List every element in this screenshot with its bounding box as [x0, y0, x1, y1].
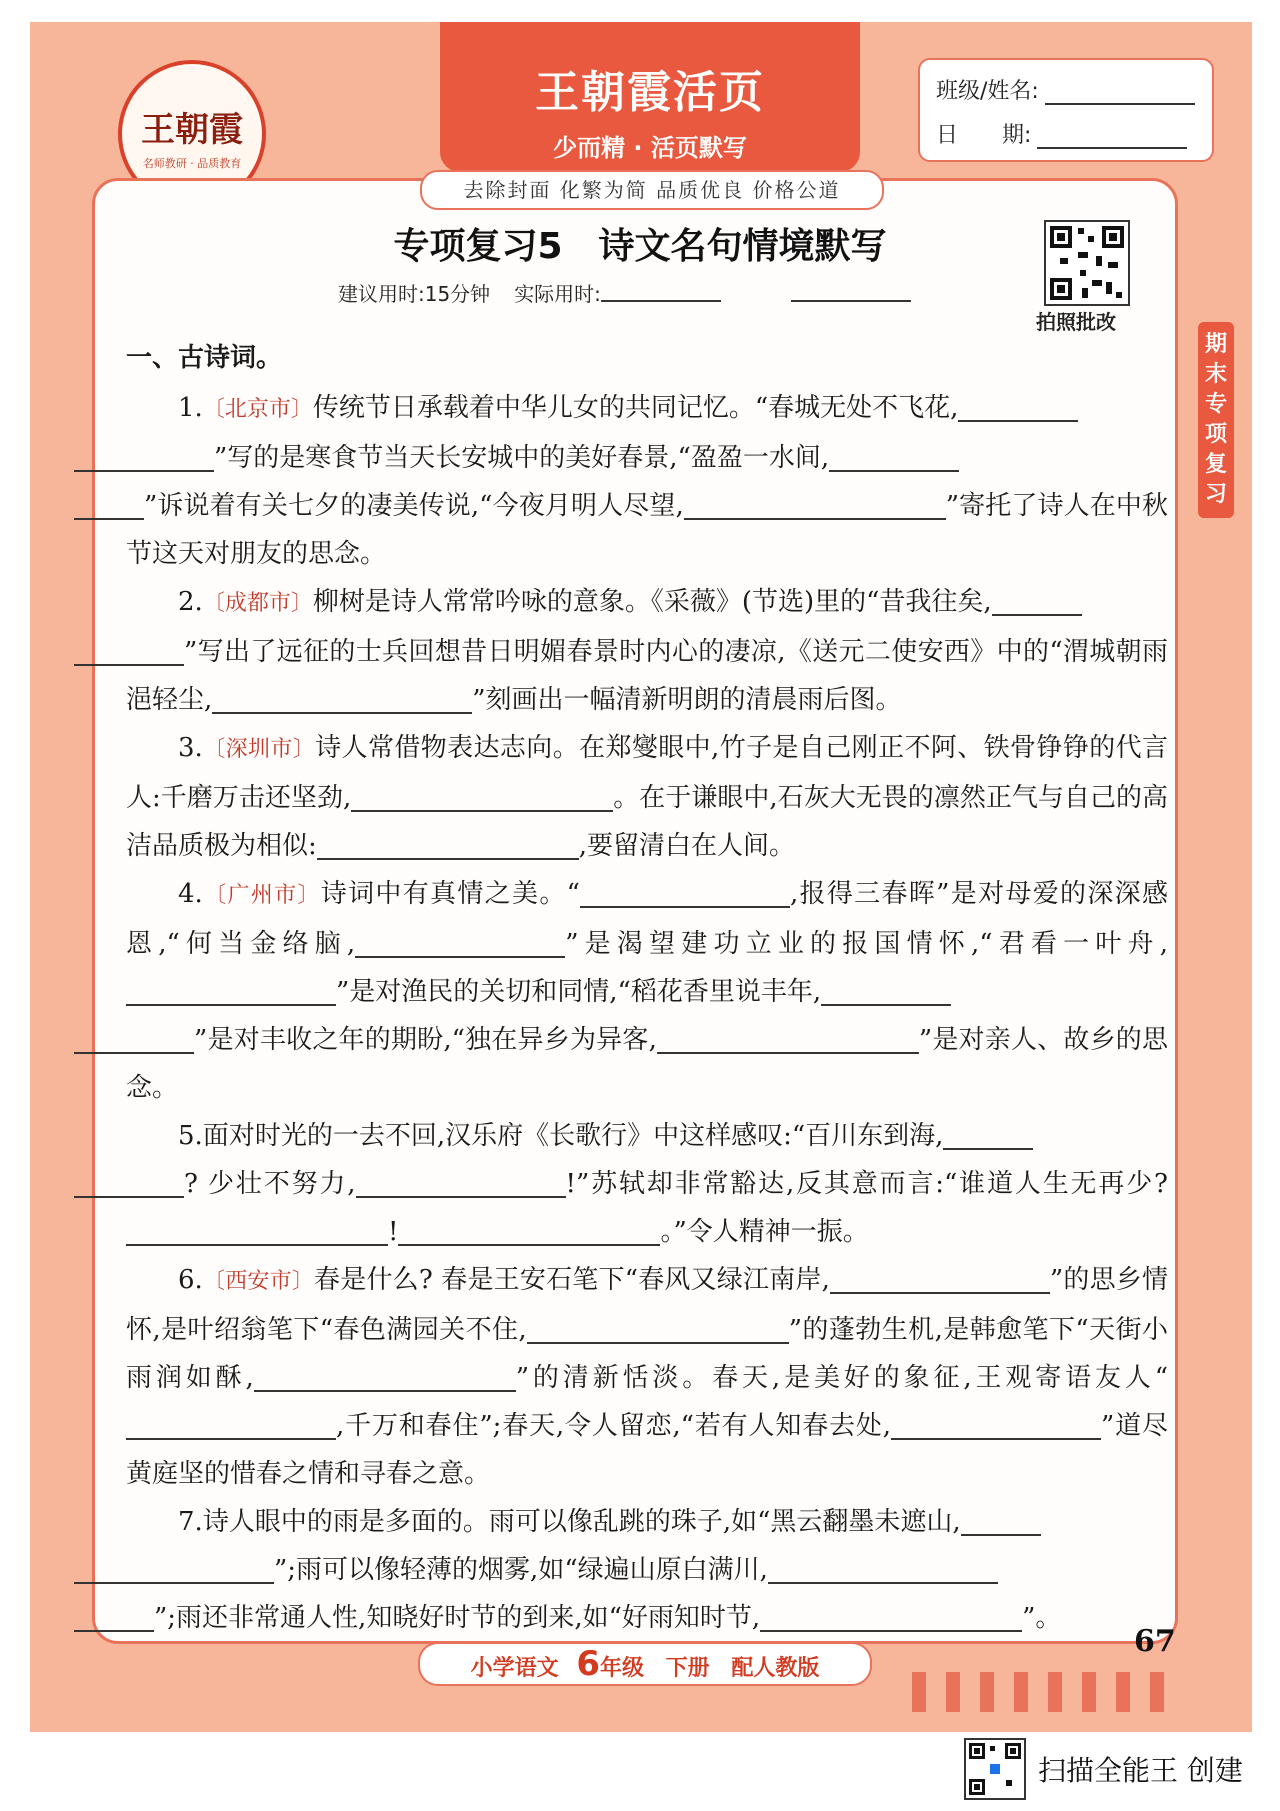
page-title: 专项复习5 诗文名句情境默写	[393, 226, 887, 267]
answer-blank[interactable]	[74, 634, 184, 666]
question-text: ”;雨可以像轻薄的烟雾,如“绿遍山原白满川,	[274, 1555, 768, 1585]
footer-badge	[418, 1642, 872, 1686]
suggested-time: 建议用时:15分钟	[338, 282, 491, 306]
question-6	[126, 1256, 1168, 1498]
qr-code-icon[interactable]	[1044, 220, 1130, 306]
answer-blank[interactable]	[943, 1118, 1033, 1150]
answer-blank[interactable]	[684, 488, 946, 520]
side-tab-text: 期末专项复习	[1204, 332, 1227, 507]
brand-title: 王朝霞活页	[535, 67, 765, 118]
decorative-stripe	[912, 1672, 926, 1712]
decorative-stripe	[1150, 1672, 1164, 1712]
question-text: ? 少壮不努力,	[184, 1169, 356, 1199]
answer-blank[interactable]	[126, 1408, 336, 1440]
answer-blank[interactable]	[891, 1408, 1101, 1440]
decorative-stripe	[1116, 1672, 1130, 1712]
answer-blank[interactable]	[961, 1504, 1041, 1536]
answer-blank[interactable]	[356, 1166, 566, 1198]
answer-blank[interactable]	[355, 926, 565, 958]
question-3	[126, 724, 1168, 870]
question-text: ”是对亲人、故乡的思念。	[126, 1025, 1168, 1103]
decorative-stripe	[1014, 1672, 1028, 1712]
footer-subject: 小学语文	[470, 1656, 559, 1681]
logo-text: 王朝霞	[141, 110, 243, 150]
answer-blank[interactable]	[958, 390, 1078, 422]
question-number: 3.	[178, 733, 203, 763]
question-text: !”苏轼却非常豁达,反其意而言:“谁道人生无再少?	[565, 1169, 1168, 1199]
page-number: 67	[1134, 1624, 1176, 1659]
footer-grade-number: 6	[576, 1644, 600, 1684]
answer-blank[interactable]	[351, 780, 613, 812]
slogan: 去除封面 化繁为简 品质优良 价格公道	[420, 170, 884, 210]
answer-blank[interactable]	[317, 828, 579, 860]
answer-blank[interactable]	[126, 1214, 388, 1246]
logo-subtext: 名师教研 · 品质教育	[142, 157, 242, 170]
class-name-field[interactable]	[1045, 81, 1195, 105]
answer-blank[interactable]	[74, 1600, 154, 1632]
answer-blank[interactable]	[821, 974, 951, 1006]
answer-blank[interactable]	[74, 1552, 274, 1584]
time-row	[338, 278, 911, 307]
answer-blank[interactable]	[254, 1360, 516, 1392]
question-text: ,千万和春住”;春天,令人留恋,“若有人知春去处,	[336, 1411, 892, 1441]
question-4	[126, 870, 1168, 1112]
class-name-label: 班级/姓名:	[936, 79, 1039, 104]
question-7	[126, 1498, 1168, 1642]
brand-banner	[440, 22, 860, 172]
scanner-watermark	[964, 1738, 1243, 1800]
question-text: 柳树是诗人常常吟咏的意象。《采薇》(节选)里的“昔我往矣,	[312, 587, 992, 617]
question-text: 传统节日承载着中华儿女的共同记忆。“春城无处不飞花,	[312, 393, 959, 423]
region-tag: 〔成都市〕	[202, 591, 313, 616]
answer-blank[interactable]	[657, 1022, 919, 1054]
answer-blank[interactable]	[212, 682, 472, 714]
question-text: !	[388, 1217, 399, 1247]
question-text: ”道尽黄庭坚的惜春之情和寻春之意。	[126, 1411, 1168, 1489]
section-title: 一、古诗词。	[126, 343, 283, 373]
answer-blank[interactable]	[992, 584, 1082, 616]
question-text: 春是什么? 春是王安石笔下“春风又绿江南岸,	[314, 1265, 830, 1295]
answer-blank[interactable]	[74, 1166, 184, 1198]
region-tag: 〔北京市〕	[202, 397, 313, 422]
question-text: ”。	[1022, 1603, 1062, 1633]
footer-edition: 配人教版	[731, 1656, 820, 1681]
question-number: 1.	[178, 393, 203, 423]
answer-blank[interactable]	[768, 1552, 998, 1584]
question-text: 面对时光的一去不回,汉乐府《长歌行》中这样感叹:“百川东到海,	[202, 1121, 944, 1151]
qr-label: 拍照批改	[1036, 310, 1116, 334]
region-tag: 〔广州市〕	[202, 883, 321, 908]
date-row	[936, 118, 1187, 149]
question-text: ,报得三春晖”是对母爱的深深感恩,“何当金络脑,	[126, 879, 1168, 959]
question-number: 4.	[178, 879, 203, 909]
question-text: 诗词中有真情之美。“	[320, 879, 580, 909]
question-text: 诗人眼中的雨是多面的。雨可以像乱跳的珠子,如“黑云翻墨未遮山,	[202, 1507, 961, 1537]
student-info-box	[918, 58, 1214, 162]
question-number: 6.	[178, 1265, 203, 1295]
question-text: ”写出了远征的士兵回想昔日明媚春景时内心的凄凉,《送元二使安西》中的“渭城朝雨浥轻尘,	[126, 637, 1168, 715]
decorative-stripe	[946, 1672, 960, 1712]
region-tag: 〔西安市〕	[202, 1269, 315, 1294]
answer-blank[interactable]	[829, 440, 959, 472]
question-text: ”是对丰收之年的期盼,“独在异乡为异客,	[194, 1025, 657, 1055]
answer-blank[interactable]	[527, 1312, 789, 1344]
region-tag: 〔深圳市〕	[202, 737, 316, 762]
actual-time-label: 实际用时:	[514, 282, 601, 306]
date-field[interactable]	[1037, 125, 1187, 149]
brand-subtitle: 少而精 · 活页默写	[553, 134, 747, 162]
answer-blank[interactable]	[830, 1262, 1050, 1294]
answer-blank[interactable]	[74, 488, 144, 520]
question-number: 2.	[178, 587, 203, 617]
question-text: ”寄托了诗人在中秋节这天对朋友的思念。	[126, 491, 1168, 569]
question-text: ”的思乡情怀,是叶绍翁笔下“春色满园关不住,	[126, 1265, 1168, 1345]
decorative-stripe	[1082, 1672, 1096, 1712]
date-label: 日 期:	[936, 123, 1032, 148]
question-text: ”诉说着有关七夕的凄美传说,“今夜月明人尽望,	[144, 491, 684, 521]
answer-blank[interactable]	[760, 1600, 1022, 1632]
question-text: ,要留清白在人间。	[578, 831, 796, 861]
decorative-stripe	[980, 1672, 994, 1712]
decorative-stripe	[1048, 1672, 1062, 1712]
question-text: 诗人常借物表达志向。在郑燮眼中,竹子是自己刚正不阿、铁骨铮铮的代言人:千磨万击还坚劲,	[126, 733, 1168, 813]
footer-grade: 年级	[599, 1656, 644, 1681]
question-number: 7.	[178, 1507, 203, 1537]
question-text: ”是对渔民的关切和同情,“稻花香里说丰年,	[336, 977, 822, 1007]
question-text: ”刻画出一幅清新明朗的清晨雨后图。	[472, 685, 902, 715]
class-name-row	[936, 74, 1195, 105]
footer-volume: 下册	[665, 1656, 710, 1681]
question-text: ”的蓬勃生机,是韩愈笔下“天街小雨润如酥,	[126, 1315, 1168, 1393]
answer-blank[interactable]	[398, 1214, 660, 1246]
question-number: 5.	[178, 1121, 203, 1151]
side-tab	[1198, 322, 1234, 518]
question-text: 。”令人精神一振。	[660, 1217, 869, 1247]
question-text: ”写的是寒食节当天长安城中的美好春景,“盈盈一水间,	[214, 443, 830, 473]
question-2	[126, 578, 1168, 724]
answer-blank[interactable]	[74, 1022, 194, 1054]
scanner-text: 扫描全能王 创建	[1038, 1754, 1243, 1787]
questions-content	[126, 334, 1168, 1642]
question-text: 。在于谦眼中,石灰大无畏的凛然正气与自己的高洁品质极为相似:	[126, 783, 1168, 861]
question-text: ”;雨还非常通人性,知晓好时节的到来,如“好雨知时节,	[154, 1603, 761, 1633]
answer-blank[interactable]	[74, 440, 214, 472]
question-5	[126, 1112, 1168, 1256]
question-text: ”是渴望建功立业的报国情怀,“君看一叶舟,	[565, 929, 1168, 959]
question-text: ”的清新恬淡。春天,是美好的象征,王观寄语友人“	[515, 1363, 1168, 1393]
scanner-qr-icon	[964, 1738, 1026, 1800]
actual-time-field-1[interactable]	[601, 278, 721, 302]
answer-blank[interactable]	[126, 974, 336, 1006]
answer-blank[interactable]	[580, 876, 790, 908]
question-1	[126, 384, 1168, 578]
actual-time-field-2[interactable]	[791, 278, 911, 302]
